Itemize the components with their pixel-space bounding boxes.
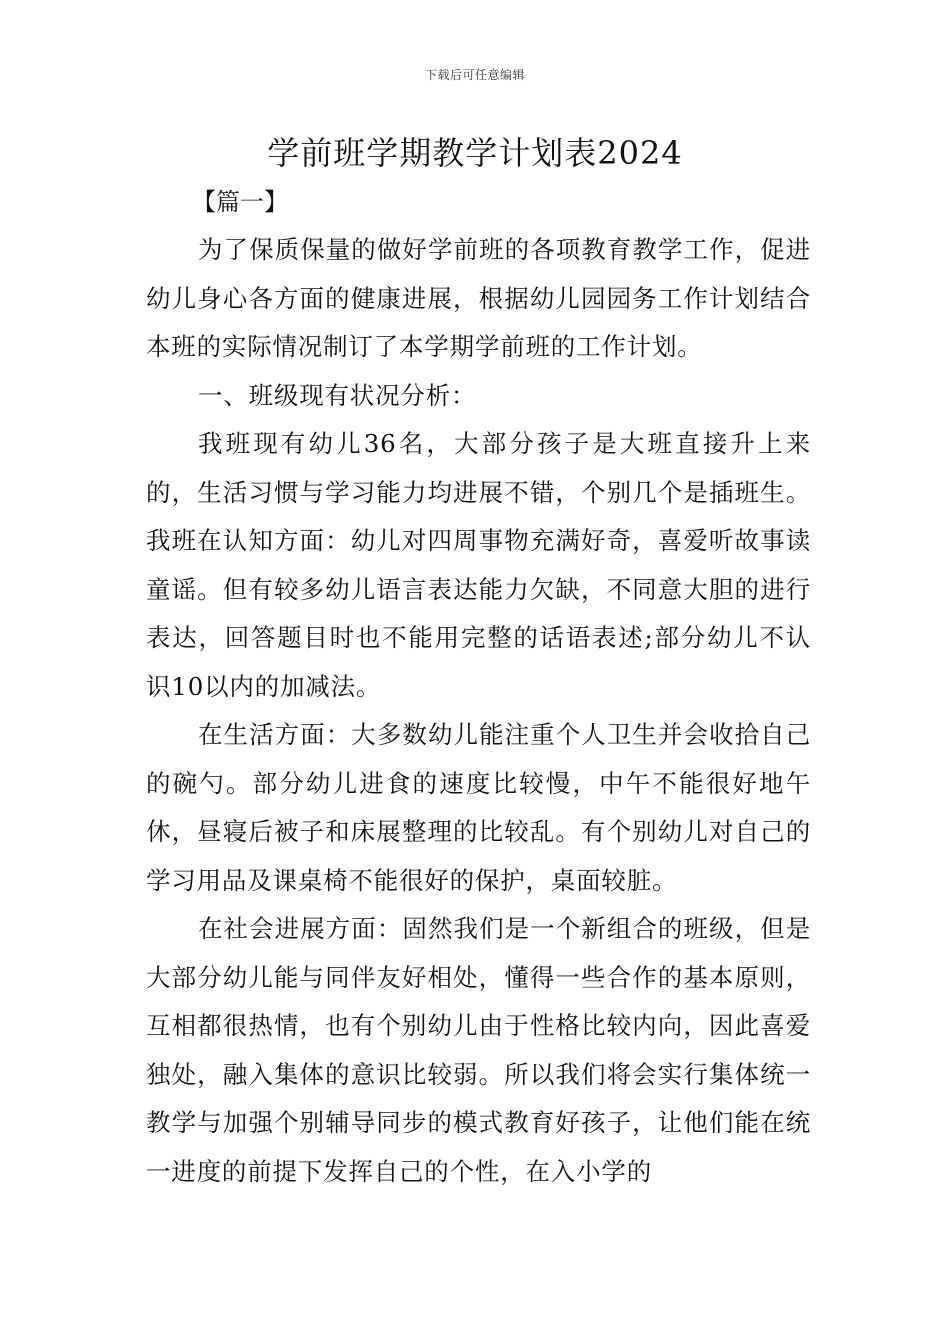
paragraph-class-status: 我班现有幼儿36名，大部分孩子是大班直接升上来的，生活习惯与学习能力均进展不错，个别几个是插班生。我班在认知方面：幼儿对四周事物充满好奇，喜爱听故事读童谣。但有较多幼儿语言表达能力欠缺，不同意大胆的进行表达，回答题目时也不能用完整的话语表述;部分幼儿不认识10以内的加减法。 xyxy=(146,429,811,701)
paragraph-daily-life: 在生活方面：大多数幼儿能注重个人卫生并会收拾自己的碗勺。部分幼儿进食的速度比较慢，中午不能很好地午休，昼寝后被子和床展整理的比较乱。有个别幼儿对自己的学习用品及课桌椅不能很好的保护，桌面较脏。 xyxy=(146,720,811,895)
document-title: 学前班学期教学计划表2024 xyxy=(267,134,683,172)
paragraph-social-development: 在社会进展方面：固然我们是一个新组合的班级，但是大部分幼儿能与同伴友好相处，懂得一些合作的基本原则，互相都很热情，也有个别幼儿由于性格比较内向，因此喜爱独处，融入集体的意识比较弱。所以我们将会实行集体统一教学与加强个别辅导同步的模式教育好孩子，让他们能在统一进度的前提下发挥自己的个性，在入小学的 xyxy=(146,914,811,1186)
body-text xyxy=(146,226,811,1196)
section-label: 【篇一】 xyxy=(192,188,288,216)
header-note: 下载后可任意编辑 xyxy=(424,68,525,82)
paragraph-heading-class-analysis: 一、班级现有状况分析： xyxy=(198,380,477,410)
paragraph-intro: 为了保质保量的做好学前班的各项教育教学工作，促进幼儿身心各方面的健康进展，根据幼儿园园务工作计划结合本班的实际情况制订了本学期学前班的工作计划。 xyxy=(146,235,811,361)
